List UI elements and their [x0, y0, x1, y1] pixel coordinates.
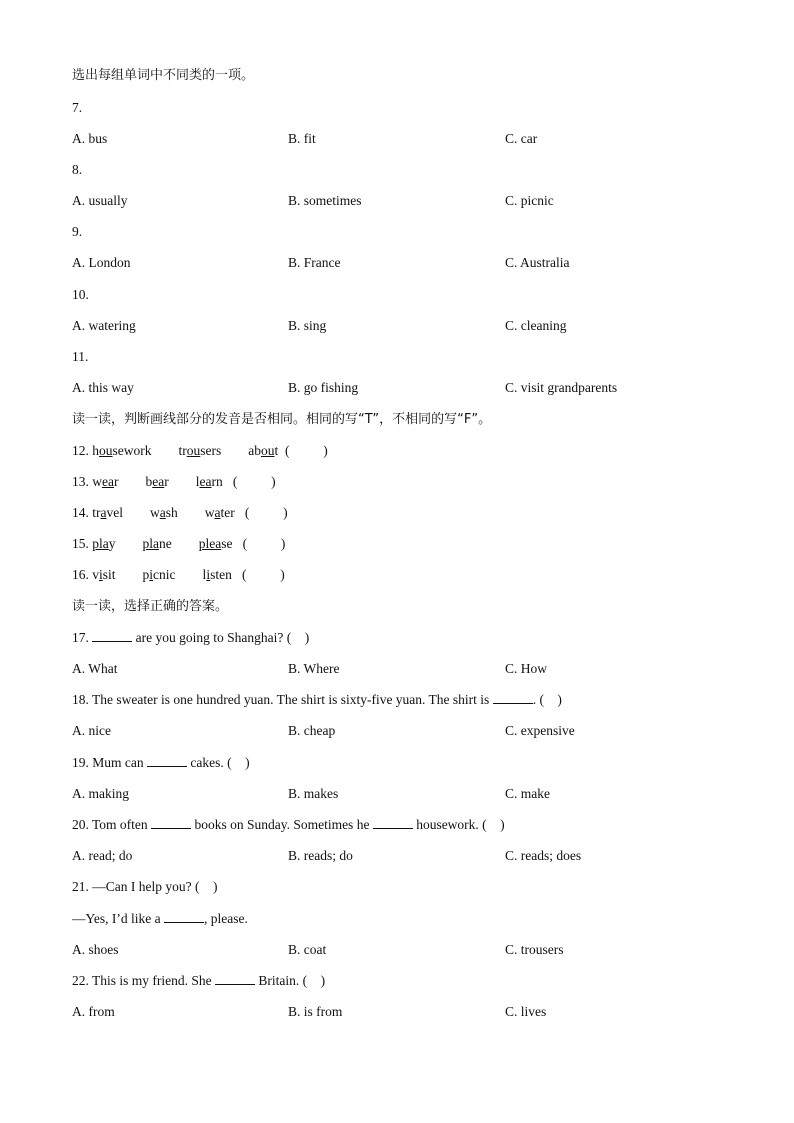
q15-word-1: play [92, 536, 116, 551]
q21-option-c: C. trousers [505, 942, 564, 957]
section2-heading: 读一读，判断画线部分的发音是否相同。相同的写“T”，不相同的写“F”。 [72, 412, 492, 427]
q11-option-b: B. go fishing [288, 380, 359, 395]
q20-blank-2[interactable] [373, 816, 413, 829]
q9-option-a: A. London [72, 255, 131, 270]
q20-option-a: A. read; do [72, 848, 133, 863]
q15-word-3: please [198, 536, 233, 551]
q22-blank[interactable] [215, 972, 255, 985]
question-7-number: 7. [72, 100, 83, 115]
q14-answer-blank[interactable]: ( ) [244, 505, 288, 520]
q8-option-b: B. sometimes [288, 193, 362, 208]
question-13 [72, 473, 276, 491]
q13-word-2: bear [145, 474, 169, 489]
question-20: 20. Tom often books on Sunday. Sometimes he housework. ( ) [72, 817, 505, 832]
q19-option-c: C. make [505, 786, 550, 801]
question-8-number: 8. [72, 162, 83, 177]
q16-answer-blank[interactable]: ( ) [241, 567, 285, 582]
q21-option-a: A. shoes [72, 942, 119, 957]
question-9-number: 9. [72, 224, 83, 239]
q18-blank[interactable] [493, 691, 533, 704]
q10-option-c: C. cleaning [505, 318, 567, 333]
q22-option-b: B. is from [288, 1004, 343, 1019]
q7-option-b: B. fit [288, 131, 316, 146]
q21-option-b: B. coat [288, 942, 327, 957]
q19-option-a: A. making [72, 786, 129, 801]
q20-option-b: B. reads; do [288, 848, 353, 863]
section1-heading: 选出每组单词中不同类的一项。 [72, 68, 255, 83]
q18-option-b: B. cheap [288, 723, 336, 738]
q8-option-a: A. usually [72, 193, 128, 208]
question-12 [72, 442, 328, 460]
q15-answer-blank[interactable]: ( ) [242, 536, 286, 551]
q16-word-2: picnic [142, 567, 176, 582]
question-19: 19. Mum can cakes. ( ) [72, 755, 250, 770]
section3-heading: 读一读，选择正确的答案。 [72, 599, 229, 614]
question-22: 22. This is my friend. She Britain. ( ) [72, 973, 326, 988]
q7-option-a: A. bus [72, 131, 108, 146]
q16-word-1: visit [92, 567, 116, 582]
q14-number: 14. [72, 505, 89, 520]
question-11-number: 11. [72, 349, 89, 364]
q12-word-1: housework [92, 443, 152, 458]
question-18: 18. The sweater is one hundred yuan. The shirt is sixty-five yuan. The shirt is . ( ) [72, 692, 562, 707]
q18-option-c: C. expensive [505, 723, 575, 738]
q10-option-b: B. sing [288, 318, 327, 333]
q12-answer-blank[interactable]: ( ) [285, 443, 328, 458]
q17-option-c: C. How [505, 661, 548, 676]
q9-option-c: C. Australia [505, 255, 570, 270]
q19-blank[interactable] [147, 754, 187, 767]
q17-blank[interactable] [92, 629, 132, 642]
q14-word-1: travel [92, 505, 123, 520]
q19-option-b: B. makes [288, 786, 339, 801]
q20-blank-1[interactable] [151, 816, 191, 829]
q13-number: 13. [72, 474, 89, 489]
q12-word-3: about [248, 443, 279, 458]
q12-number: 12. [72, 443, 89, 458]
question-21-line1: 21. —Can I help you? ( ) [72, 879, 218, 894]
q11-option-c: C. visit grandparents [505, 380, 618, 395]
q15-number: 15. [72, 536, 89, 551]
q21-blank[interactable] [164, 910, 204, 923]
question-10-number: 10. [72, 287, 89, 302]
q18-option-a: A. nice [72, 723, 111, 738]
q13-word-1: wear [92, 474, 119, 489]
question-14 [72, 504, 288, 522]
question-21-line2: —Yes, I’d like a , please. [72, 911, 248, 926]
q15-word-2: plane [142, 536, 172, 551]
q22-option-c: C. lives [505, 1004, 547, 1019]
question-16 [72, 566, 285, 584]
q14-word-2: wash [150, 505, 178, 520]
question-15 [72, 535, 285, 553]
q17-option-a: A. What [72, 661, 118, 676]
q14-word-3: water [204, 505, 235, 520]
q13-answer-blank[interactable]: ( ) [232, 474, 276, 489]
q17-option-b: B. Where [288, 661, 340, 676]
q16-word-3: listen [202, 567, 232, 582]
question-17: 17. are you going to Shanghai? ( ) [72, 630, 310, 645]
q13-word-3: learn [195, 474, 223, 489]
q11-option-a: A. this way [72, 380, 134, 395]
q9-option-b: B. France [288, 255, 341, 270]
q20-option-c: C. reads; does [505, 848, 582, 863]
q12-word-2: trousers [178, 443, 222, 458]
q16-number: 16. [72, 567, 89, 582]
q10-option-a: A. watering [72, 318, 136, 333]
q7-option-c: C. car [505, 131, 538, 146]
q8-option-c: C. picnic [505, 193, 554, 208]
q22-option-a: A. from [72, 1004, 115, 1019]
